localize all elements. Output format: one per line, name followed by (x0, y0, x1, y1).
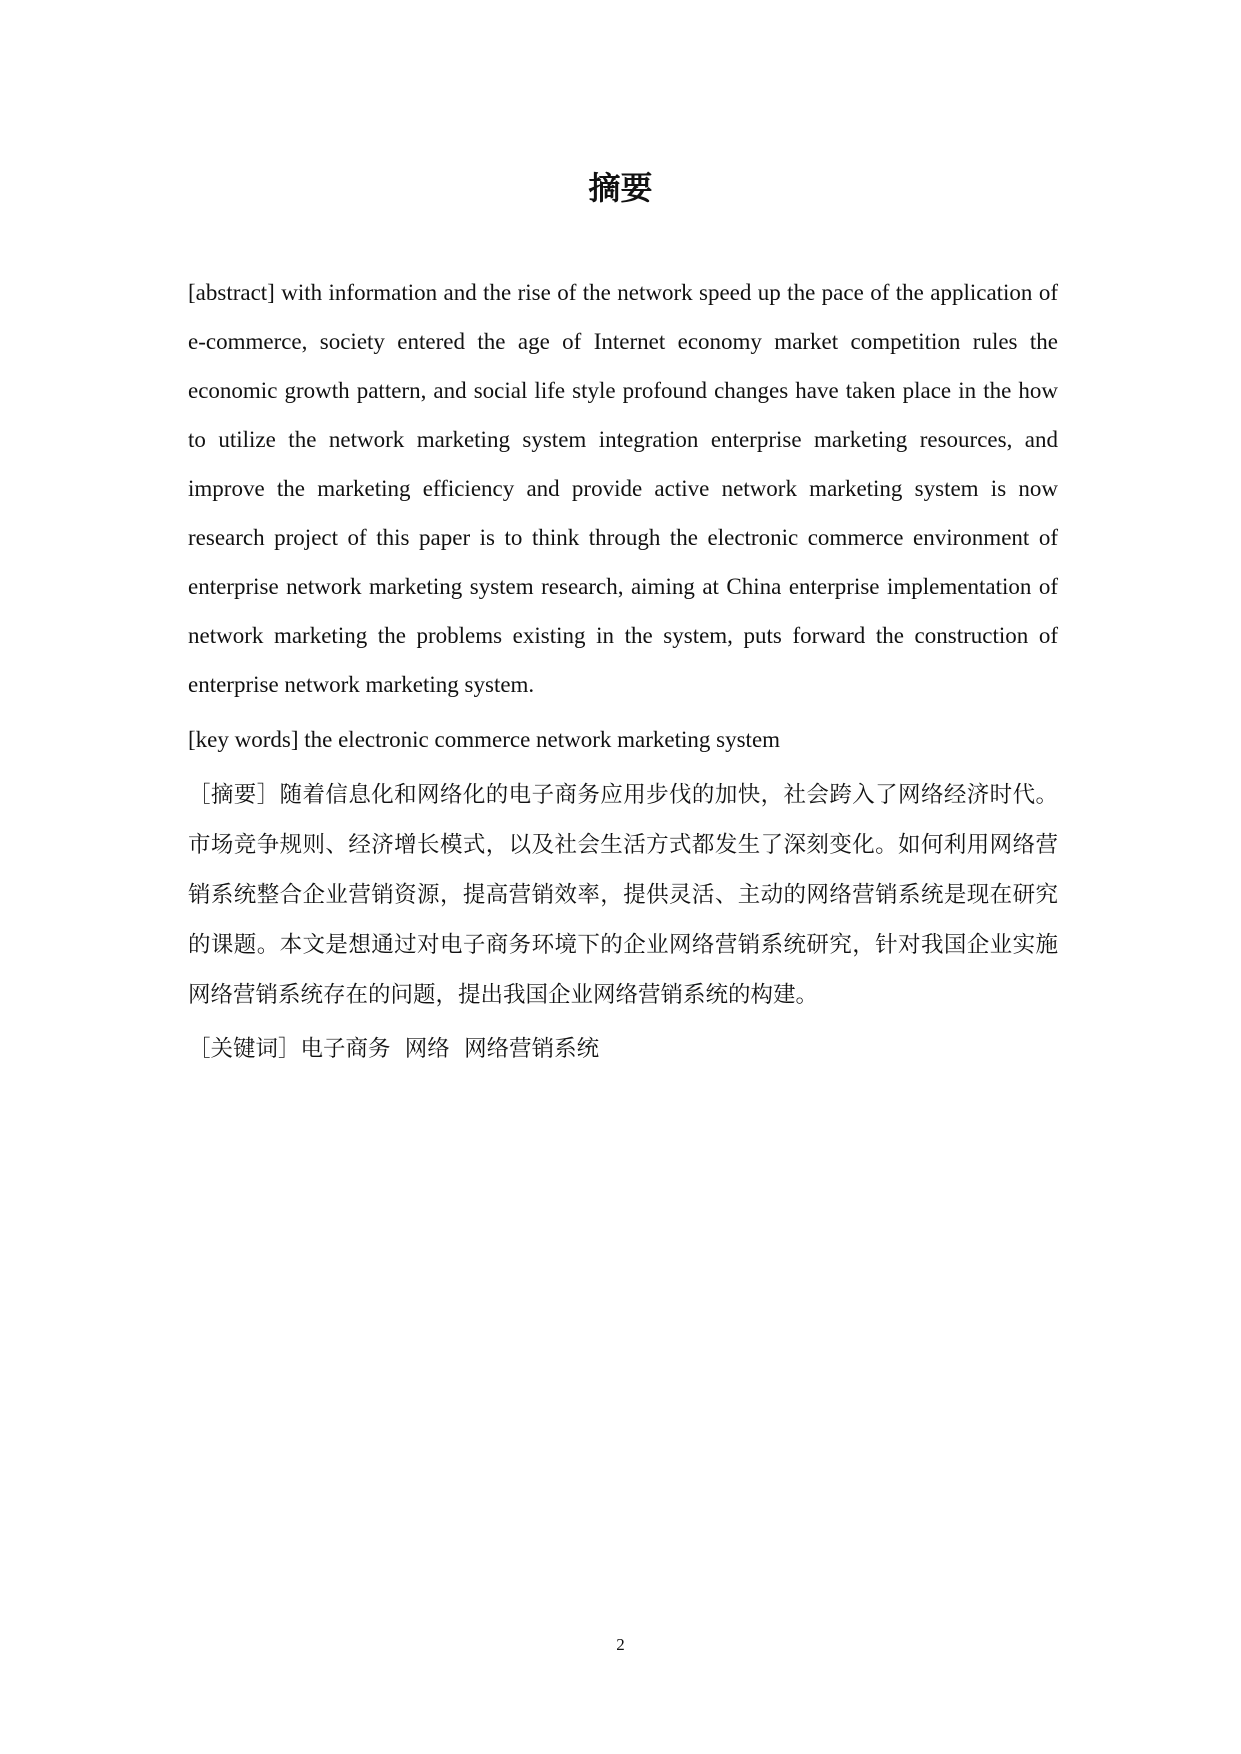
chinese-abstract-paragraph: ［摘要］随着信息化和网络化的电子商务应用步伐的加快，社会跨入了网络经济时代。市场竞争规则、经济增长模式，以及社会生活方式都发生了深刻变化。如何利用网络营销系统整合企业营销资源，提高营销效率，提供灵活、主动的网络营销系统是现在研究的课题。本文是想通过对电子商务环境下的企业网络营销系统研究，针对我国企业实施网络营销系统存在的问题，提出我国企业网络营销系统的构建。 (188, 782, 1058, 1008)
page-title: 摘要 (588, 169, 653, 207)
english-keywords-line: [key words] the electronic commerce network marketing system (188, 727, 781, 752)
chinese-keywords-line: ［关键词］电子商务 网络 网络营销系统 (188, 1036, 600, 1062)
abstract-content (188, 268, 1058, 1074)
page-number: 2 (616, 1635, 625, 1654)
english-abstract-paragraph: [abstract] with information and the rise of the network speed up the pace of the application of e-commerce, society entered the age of Internet economy market competition rules the economic growth pattern, and social life style profound changes have taken place in the how to utilize the network marketing system integration enterprise marketing resources, and improve the marketing efficiency and provide active network marketing system is now research project of this paper is to think through the electronic commerce environment of enterprise network marketing system research, aiming at China enterprise implementation of network marketing the problems existing in the system, puts forward the construction of enterprise network marketing system. (188, 280, 1058, 697)
